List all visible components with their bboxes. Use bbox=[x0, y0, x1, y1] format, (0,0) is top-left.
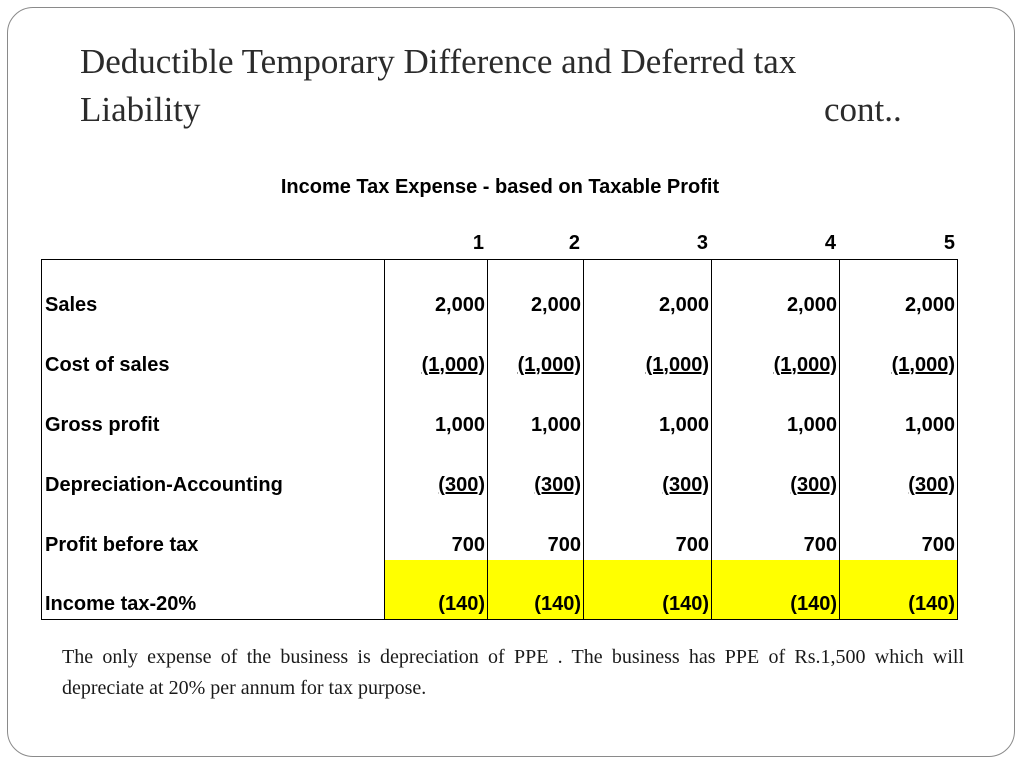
cell: 700 bbox=[840, 500, 958, 560]
cell: (1,000) bbox=[840, 320, 958, 380]
cell: (1,000) bbox=[385, 320, 488, 380]
table-row-depreciation bbox=[42, 440, 958, 500]
cell: 1,000 bbox=[584, 380, 712, 440]
cell: (300) bbox=[712, 440, 840, 500]
table-row-profit-before-tax bbox=[42, 500, 958, 560]
row-label: Cost of sales bbox=[42, 320, 385, 380]
table-row-sales bbox=[42, 260, 958, 320]
cell: 1,000 bbox=[712, 380, 840, 440]
year-header-1: 1 bbox=[472, 232, 484, 254]
year-header-3: 3 bbox=[696, 232, 708, 254]
cell: 2,000 bbox=[385, 260, 488, 320]
cell: (1,000) bbox=[584, 320, 712, 380]
cell: (1,000) bbox=[488, 320, 584, 380]
cell: 2,000 bbox=[488, 260, 584, 320]
cell: (140) bbox=[712, 560, 840, 620]
cell: (140) bbox=[385, 560, 488, 620]
cell: (140) bbox=[584, 560, 712, 620]
cell: 700 bbox=[488, 500, 584, 560]
slide-title bbox=[80, 38, 960, 134]
year-header-5: 5 bbox=[943, 232, 955, 254]
cell: (140) bbox=[488, 560, 584, 620]
cell: (140) bbox=[840, 560, 958, 620]
cell: (300) bbox=[488, 440, 584, 500]
cell: 700 bbox=[385, 500, 488, 560]
table-row-income-tax bbox=[42, 560, 958, 620]
cell: 700 bbox=[584, 500, 712, 560]
cell: 1,000 bbox=[488, 380, 584, 440]
cell: (300) bbox=[584, 440, 712, 500]
table-row-cost-of-sales bbox=[42, 320, 958, 380]
cell: 2,000 bbox=[584, 260, 712, 320]
row-label: Sales bbox=[42, 260, 385, 320]
title-line-1: Deductible Temporary Difference and Deferred tax bbox=[80, 42, 797, 81]
row-label: Gross profit bbox=[42, 380, 385, 440]
cell: (1,000) bbox=[712, 320, 840, 380]
row-label: Income tax-20% bbox=[42, 560, 385, 620]
cell: (300) bbox=[385, 440, 488, 500]
cell: 1,000 bbox=[385, 380, 488, 440]
income-tax-table bbox=[41, 259, 958, 620]
title-line-2: Liability bbox=[80, 90, 201, 129]
footnote-text: The only expense of the business is depreciation of PPE . The business has PPE of Rs.1,500 which will depreciate at 20% per annum for tax purpose. bbox=[62, 646, 964, 699]
cell: 2,000 bbox=[712, 260, 840, 320]
cell: 2,000 bbox=[840, 260, 958, 320]
cell: (300) bbox=[840, 440, 958, 500]
row-label: Depreciation-Accounting bbox=[42, 440, 385, 500]
cell: 1,000 bbox=[840, 380, 958, 440]
title-cont: cont.. bbox=[824, 90, 902, 129]
cell: 700 bbox=[712, 500, 840, 560]
year-header-2: 2 bbox=[568, 232, 580, 254]
year-header-4: 4 bbox=[824, 232, 836, 254]
table-row-gross-profit bbox=[42, 380, 958, 440]
row-label: Profit before tax bbox=[42, 500, 385, 560]
table-heading: Income Tax Expense - based on Taxable Profit bbox=[280, 176, 720, 198]
